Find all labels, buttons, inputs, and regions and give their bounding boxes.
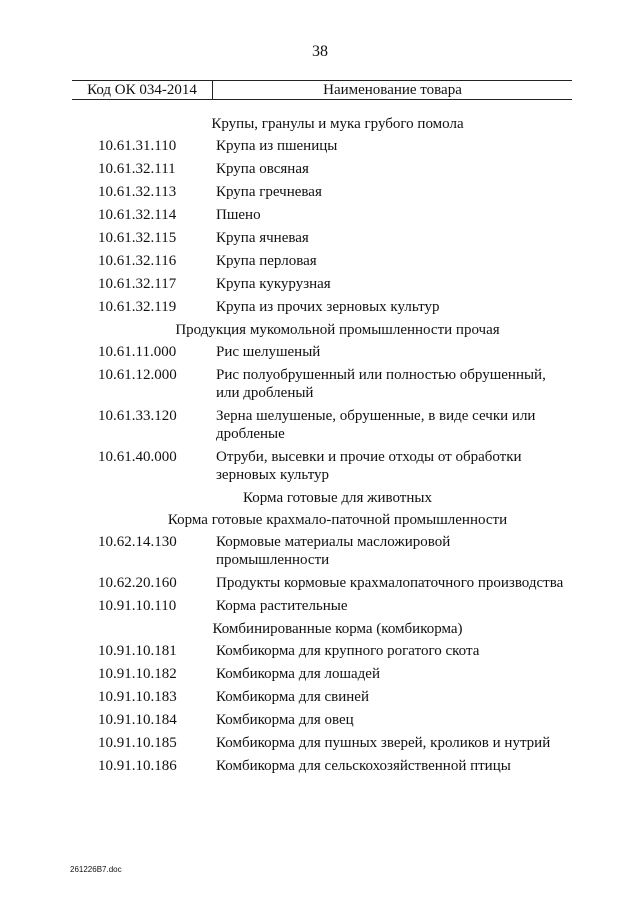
product-code: 10.91.10.110 bbox=[98, 598, 177, 614]
product-name: Комбикорма для крупного рогатого скота bbox=[216, 643, 480, 659]
product-code: 10.61.32.116 bbox=[98, 253, 177, 269]
name-column-header: Наименование товара bbox=[323, 82, 462, 98]
product-name: Комбикорма для сельскохозяйственной птицы bbox=[216, 758, 511, 774]
product-name: Крупа кукурузная bbox=[216, 276, 331, 292]
product-code: 10.61.32.111 bbox=[98, 161, 176, 177]
product-row bbox=[0, 250, 640, 273]
product-code: 10.61.12.000 bbox=[98, 367, 177, 383]
product-name: Крупа из прочих зерновых культур bbox=[216, 299, 440, 315]
product-row bbox=[0, 686, 640, 709]
product-code: 10.61.31.110 bbox=[98, 138, 177, 154]
code-column-header: Код ОК 034-2014 bbox=[72, 81, 213, 99]
section-heading: Корма готовые для животных bbox=[243, 490, 432, 506]
product-row bbox=[0, 595, 640, 618]
product-name: Крупа овсяная bbox=[216, 161, 309, 177]
product-row bbox=[0, 273, 640, 296]
product-name: Крупа из пшеницы bbox=[216, 138, 338, 154]
product-row bbox=[0, 135, 640, 158]
product-name: Корма растительные bbox=[216, 598, 348, 614]
product-row bbox=[0, 341, 640, 364]
product-name: Крупа ячневая bbox=[216, 230, 309, 246]
product-row bbox=[0, 663, 640, 686]
product-name: Рис полуобрушенный или полностью обрушенный, или дробленый bbox=[216, 367, 546, 401]
product-code: 10.61.33.120 bbox=[98, 408, 177, 424]
product-row bbox=[0, 755, 640, 778]
product-code: 10.61.11.000 bbox=[98, 344, 177, 360]
product-code: 10.91.10.184 bbox=[98, 712, 177, 728]
product-code: 10.62.14.130 bbox=[98, 534, 177, 550]
product-name: Отруби, высевки и прочие отходы от обработки зерновых культур bbox=[216, 449, 522, 483]
product-name: Кормовые материалы масложировой промышленности bbox=[216, 534, 451, 568]
product-name: Крупа перловая bbox=[216, 253, 317, 269]
product-name: Комбикорма для свиней bbox=[216, 689, 369, 705]
product-code: 10.62.20.160 bbox=[98, 575, 177, 591]
product-code: 10.61.32.114 bbox=[98, 207, 177, 223]
page-number: 38 bbox=[312, 43, 328, 60]
product-name: Комбикорма для овец bbox=[216, 712, 354, 728]
section-heading: Комбинированные корма (комбикорма) bbox=[212, 621, 463, 637]
product-row bbox=[0, 296, 640, 319]
product-code: 10.61.32.117 bbox=[98, 276, 177, 292]
product-name: Крупа гречневая bbox=[216, 184, 322, 200]
product-name: Рис шелушеный bbox=[216, 344, 321, 360]
product-row bbox=[0, 227, 640, 250]
product-row bbox=[0, 181, 640, 204]
product-code: 10.61.40.000 bbox=[98, 449, 177, 465]
table-header bbox=[72, 80, 572, 100]
section-heading: Крупы, гранулы и мука грубого помола bbox=[211, 116, 464, 132]
product-row bbox=[0, 640, 640, 663]
product-code: 10.91.10.185 bbox=[98, 735, 177, 751]
product-row bbox=[0, 405, 640, 446]
product-name: Комбикорма для лошадей bbox=[216, 666, 380, 682]
product-row bbox=[0, 732, 640, 755]
product-code: 10.61.32.113 bbox=[98, 184, 177, 200]
product-row bbox=[0, 204, 640, 227]
product-code: 10.61.32.115 bbox=[98, 230, 177, 246]
product-code: 10.91.10.186 bbox=[98, 758, 177, 774]
product-code: 10.61.32.119 bbox=[98, 299, 177, 315]
product-row bbox=[0, 709, 640, 732]
product-row bbox=[0, 531, 640, 572]
product-name: Комбикорма для пушных зверей, кроликов и нутрий bbox=[216, 735, 551, 751]
product-code: 10.91.10.181 bbox=[98, 643, 177, 659]
document-filename: 261226B7.doc bbox=[70, 865, 122, 874]
product-code: 10.91.10.182 bbox=[98, 666, 177, 682]
product-row bbox=[0, 364, 640, 405]
product-name: Зерна шелушеные, обрушенные, в виде сечки или дробленые bbox=[216, 408, 536, 442]
product-name: Продукты кормовые крахмалопаточного производства bbox=[216, 575, 564, 591]
product-row bbox=[0, 446, 640, 487]
product-list bbox=[0, 113, 640, 778]
section-heading: Корма готовые крахмало-паточной промышленности bbox=[167, 512, 508, 528]
product-code: 10.91.10.183 bbox=[98, 689, 177, 705]
product-row bbox=[0, 158, 640, 181]
product-row bbox=[0, 572, 640, 595]
section-heading: Продукция мукомольной промышленности прочая bbox=[175, 322, 500, 338]
product-name: Пшено bbox=[216, 207, 261, 223]
